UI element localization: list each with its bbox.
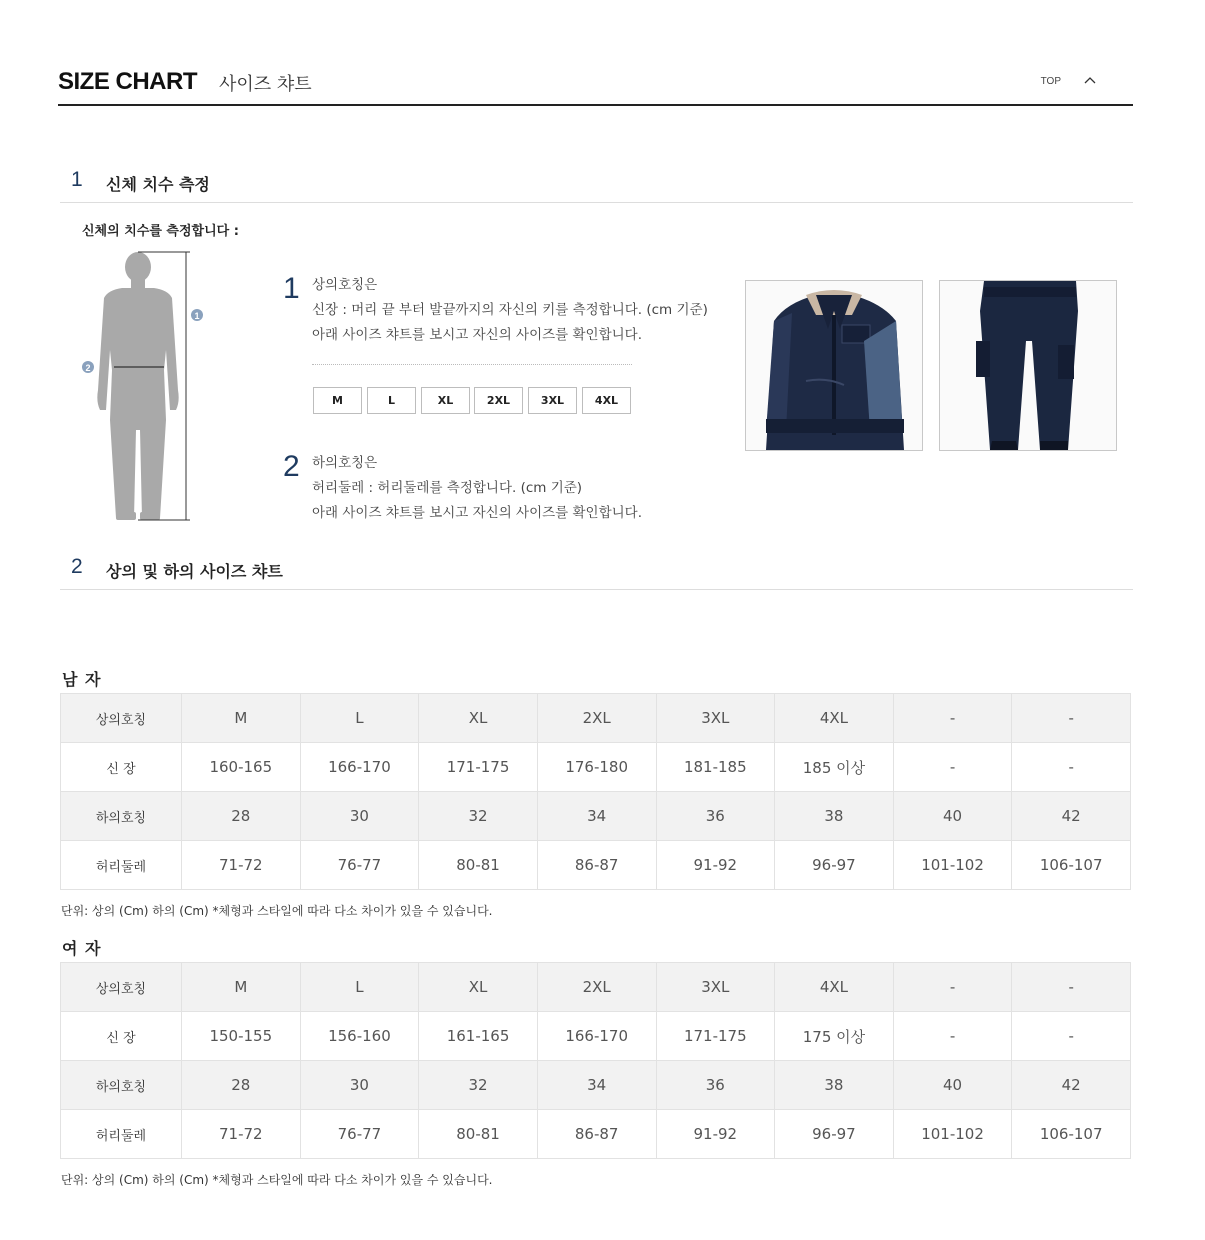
- table-cell: 171-175: [656, 1012, 775, 1061]
- table-cell: 86-87: [537, 1110, 656, 1159]
- table-cell: -: [1012, 743, 1131, 792]
- step-1-line-2: 아래 사이즈 챠트를 보시고 자신의 사이즈를 확인합니다.: [312, 327, 642, 343]
- body-silhouette: [97, 252, 178, 520]
- section-number: 1: [71, 168, 83, 191]
- section-body-measure-heading: [60, 168, 1133, 203]
- table-cell: 2XL: [537, 963, 656, 1012]
- table-cell: 76-77: [300, 1110, 419, 1159]
- top-link[interactable]: TOP: [1040, 76, 1061, 87]
- row-header: 신 장: [61, 1012, 182, 1061]
- table-cell: 71-72: [182, 1110, 301, 1159]
- row-header: 허리둘레: [61, 1110, 182, 1159]
- section-number: 2: [71, 555, 83, 578]
- pants-photo: [939, 280, 1117, 451]
- section-size-chart-heading: [60, 555, 1133, 590]
- step-1-number: 1: [283, 272, 300, 305]
- table-cell: 101-102: [893, 1110, 1012, 1159]
- table-cell: 80-81: [419, 841, 538, 890]
- section-title: 상의 및 하의 사이즈 챠트: [106, 562, 283, 581]
- table-cell: 106-107: [1012, 841, 1131, 890]
- table-cell: 38: [775, 792, 894, 841]
- table-cell: -: [893, 694, 1012, 743]
- size-button-4xl[interactable]: 4XL: [582, 387, 631, 414]
- table-cell: 36: [656, 792, 775, 841]
- svg-text:1: 1: [194, 311, 200, 321]
- table-row: [61, 743, 1131, 792]
- step-2-line-2: 아래 사이즈 챠트를 보시고 자신의 사이즈를 확인합니다.: [312, 505, 642, 521]
- table-cell: 166-170: [537, 1012, 656, 1061]
- table-cell: 34: [537, 792, 656, 841]
- table-row: [61, 1012, 1131, 1061]
- table-cell: 80-81: [419, 1110, 538, 1159]
- table-cell: 150-155: [182, 1012, 301, 1061]
- table-cell: 4XL: [775, 694, 894, 743]
- table-cell: XL: [419, 694, 538, 743]
- table-row: [61, 841, 1131, 890]
- table-cell: 36: [656, 1061, 775, 1110]
- table-cell: 106-107: [1012, 1110, 1131, 1159]
- row-header: 신 장: [61, 743, 182, 792]
- step-2-number: 2: [283, 450, 300, 483]
- table-cell: M: [182, 694, 301, 743]
- table-cell: 181-185: [656, 743, 775, 792]
- table-cell: 156-160: [300, 1012, 419, 1061]
- size-button-xl[interactable]: XL: [421, 387, 470, 414]
- step-1-line-1: 신장 : 머리 끝 부터 발끝까지의 자신의 키를 측정합니다. (cm 기준): [312, 302, 708, 318]
- table-cell: 71-72: [182, 841, 301, 890]
- men-table-label: 남 자: [62, 670, 102, 689]
- section-title: 신체 치수 측정: [106, 175, 210, 194]
- row-header: 허리둘레: [61, 841, 182, 890]
- chevron-up-icon[interactable]: [1083, 74, 1097, 88]
- svg-text:2: 2: [85, 363, 91, 373]
- table-cell: 4XL: [775, 963, 894, 1012]
- table-cell: 28: [182, 792, 301, 841]
- table-row: [61, 1061, 1131, 1110]
- table-cell: 30: [300, 792, 419, 841]
- step-1-title: 상의호칭은: [312, 277, 378, 293]
- table-cell: -: [1012, 1012, 1131, 1061]
- size-button-3xl[interactable]: 3XL: [528, 387, 577, 414]
- row-header: 하의호칭: [61, 1061, 182, 1110]
- table-cell: 3XL: [656, 963, 775, 1012]
- table-cell: -: [1012, 694, 1131, 743]
- jacket-photo: [745, 280, 923, 451]
- table-cell: 40: [893, 1061, 1012, 1110]
- table-cell: 32: [419, 1061, 538, 1110]
- table-cell: -: [1012, 963, 1131, 1012]
- row-header: 상의호칭: [61, 694, 182, 743]
- table-cell: -: [893, 743, 1012, 792]
- women-table-note: 단위: 상의 (Cm) 하의 (Cm) *체형과 스타일에 따라 다소 차이가 있을 수 있습니다.: [61, 1173, 493, 1187]
- measure-intro: 신체의 치수를 측정합니다 :: [82, 224, 239, 239]
- men-table-note: 단위: 상의 (Cm) 하의 (Cm) *체형과 스타일에 따라 다소 차이가 있을 수 있습니다.: [61, 904, 493, 918]
- table-cell: -: [893, 1012, 1012, 1061]
- divider: [312, 364, 632, 365]
- table-cell: M: [182, 963, 301, 1012]
- table-cell: 42: [1012, 1061, 1131, 1110]
- table-row: [61, 694, 1131, 743]
- table-cell: 40: [893, 792, 1012, 841]
- table-cell: 30: [300, 1061, 419, 1110]
- row-header: 하의호칭: [61, 792, 182, 841]
- table-cell: 91-92: [656, 1110, 775, 1159]
- table-row: [61, 792, 1131, 841]
- table-cell: 171-175: [419, 743, 538, 792]
- table-cell: 38: [775, 1061, 894, 1110]
- page-header: [58, 62, 1133, 106]
- table-cell: 101-102: [893, 841, 1012, 890]
- women-size-table: [60, 962, 1131, 1159]
- table-cell: 96-97: [775, 1110, 894, 1159]
- table-cell: 166-170: [300, 743, 419, 792]
- table-cell: 160-165: [182, 743, 301, 792]
- size-button-m[interactable]: M: [313, 387, 362, 414]
- table-cell: L: [300, 694, 419, 743]
- table-cell: 2XL: [537, 694, 656, 743]
- table-cell: -: [893, 963, 1012, 1012]
- table-cell: 86-87: [537, 841, 656, 890]
- step-2-title: 하의호칭은: [312, 455, 378, 471]
- size-button-l[interactable]: L: [367, 387, 416, 414]
- step-2-line-1: 허리둘레 : 허리둘레를 측정합니다. (cm 기준): [312, 480, 583, 496]
- table-cell: 76-77: [300, 841, 419, 890]
- table-row: [61, 963, 1131, 1012]
- table-cell: 3XL: [656, 694, 775, 743]
- row-header: 상의호칭: [61, 963, 182, 1012]
- table-cell: 161-165: [419, 1012, 538, 1061]
- women-table-label: 여 자: [62, 939, 102, 958]
- table-cell: 176-180: [537, 743, 656, 792]
- table-cell: 34: [537, 1061, 656, 1110]
- table-row: [61, 1110, 1131, 1159]
- table-cell: XL: [419, 963, 538, 1012]
- table-cell: 42: [1012, 792, 1131, 841]
- table-cell: 96-97: [775, 841, 894, 890]
- table-cell: 175 이상: [775, 1012, 894, 1061]
- table-cell: 28: [182, 1061, 301, 1110]
- body-silhouette-figure: [78, 250, 208, 525]
- table-cell: L: [300, 963, 419, 1012]
- page-subtitle: 사이즈 챠트: [219, 74, 312, 95]
- table-cell: 32: [419, 792, 538, 841]
- table-cell: 91-92: [656, 841, 775, 890]
- table-cell: 185 이상: [775, 743, 894, 792]
- men-size-table: [60, 693, 1131, 890]
- size-button-2xl[interactable]: 2XL: [474, 387, 523, 414]
- page-title: SIZE CHART: [58, 68, 197, 95]
